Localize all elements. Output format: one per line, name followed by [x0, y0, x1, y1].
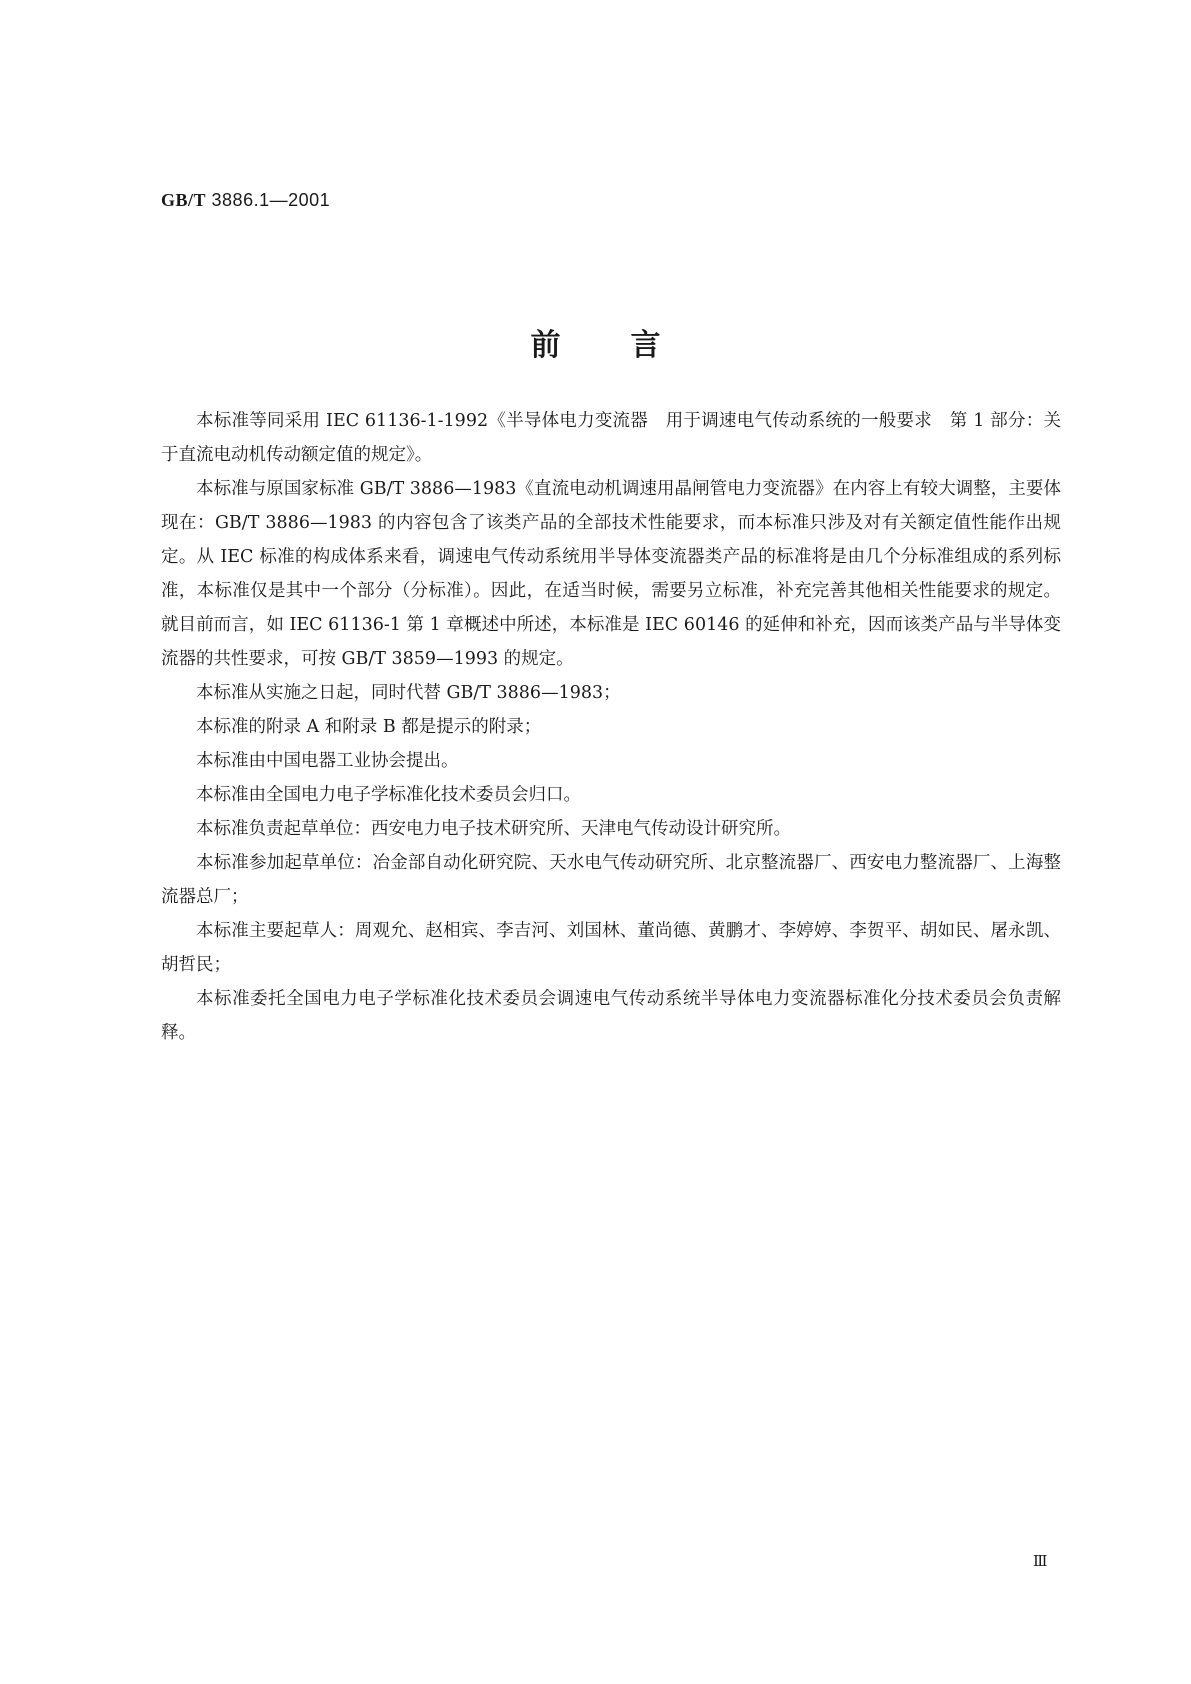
paragraph-centralizer: 本标准由全国电力电子学标准化技术委员会归口。 [196, 785, 581, 805]
paragraph-annexes: 本标准的附录 A 和附录 B 都是提示的附录； [196, 717, 542, 737]
paragraph-proposer: 本标准由中国电器工业协会提出。 [196, 751, 459, 771]
paragraph-drafting-units: 本标准负责起草单位：西安电力电子技术研究所、天津电气传动设计研究所。 [196, 819, 791, 839]
standard-code-number: 3886.1—2001 [211, 190, 331, 210]
paragraph-interpretation: 本标准委托全国电力电子学标准化技术委员会调速电气传动系统半导体电力变流器标准化分技术委员会负责解释。 [161, 989, 1061, 1043]
paragraph-replacement: 本标准从实施之日起，同时代替 GB/T 3886—1983； [196, 683, 621, 703]
paragraph-adoption: 本标准等同采用 IEC 61136-1-1992《半导体电力变流器 用于调速电气传动系统的一般要求 第 1 部分：关于直流电动机传动额定值的规定》。 [161, 411, 1061, 465]
foreword-body [161, 404, 1061, 1050]
page-title: 前言 [530, 328, 731, 363]
paragraph-participating-units: 本标准参加起草单位：冶金部自动化研究院、天水电气传动研究所、北京整流器厂、西安电力整流器厂、上海整流器总厂； [161, 853, 1061, 907]
paragraph-changes: 本标准与原国家标准 GB/T 3886—1983《直流电动机调速用晶闸管电力变流器》在内容上有较大调整，主要体现在：GB/T 3886—1983 的内容包含了该类产品的全部技术性能要求，而本标准只涉及对有关额定值性能作出规定。从 IEC 标准的构成体系来看，调速电气传动系统用半导体变流器类产品的标准将是由几个分标准组成的系列标准，本标准仅是其中一个部分（分标准）。因此，在适当时候，需要另立标准，补充完善其他相关性能要求的规定。就目前而言，如 IEC 61136-1 第 1 章概述中所述，本标准是 IEC 60146 的延伸和补充，因而该类产品与半导体变流器的共性要求，可按 GB/T 3859—1993 的规定。 [161, 479, 1061, 669]
paragraph-drafters: 本标准主要起草人：周观允、赵相宾、李吉河、刘国林、董尚德、黄鹏才、李婷婷、李贺平、胡如民、屠永凯、胡哲民； [161, 921, 1061, 975]
page-number: Ⅲ [1033, 1554, 1048, 1570]
standard-code [161, 190, 330, 211]
standard-code-prefix: GB/T [161, 190, 207, 210]
